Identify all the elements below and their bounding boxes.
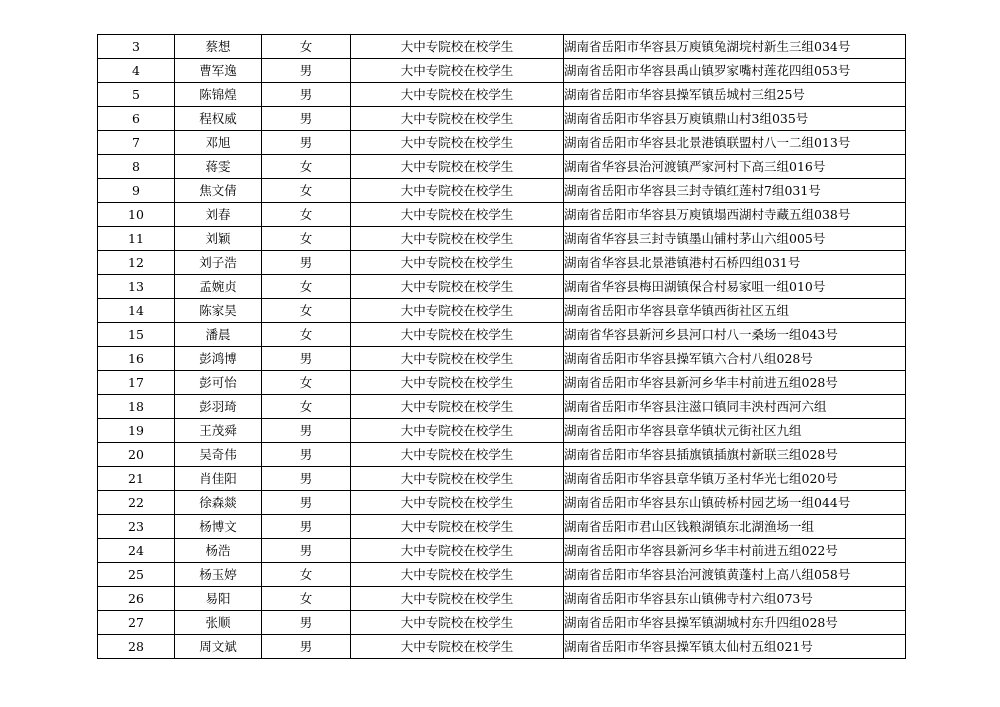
gender-cell: 女 xyxy=(262,587,351,611)
name-cell: 曹军逸 xyxy=(175,59,262,83)
table-row xyxy=(98,371,906,395)
address-cell: 湖南省岳阳市华容县操军镇六合村八组028号 xyxy=(564,347,906,371)
row-number-cell: 7 xyxy=(98,131,175,155)
address-cell: 湖南省华容县北景港镇港村石桥四组031号 xyxy=(564,251,906,275)
gender-cell: 男 xyxy=(262,539,351,563)
row-number-cell: 17 xyxy=(98,371,175,395)
address-cell: 湖南省岳阳市君山区钱粮湖镇东北湖渔场一组 xyxy=(564,515,906,539)
address-cell: 湖南省岳阳市华容县万庾镇兔湖垸村新生三组034号 xyxy=(564,35,906,59)
table-row xyxy=(98,179,906,203)
address-cell: 湖南省岳阳市华容县治河渡镇黄蓬村上高八组058号 xyxy=(564,563,906,587)
name-cell: 陈锦煌 xyxy=(175,83,262,107)
name-cell: 王茂舜 xyxy=(175,419,262,443)
gender-cell: 男 xyxy=(262,83,351,107)
table-row xyxy=(98,443,906,467)
gender-cell: 女 xyxy=(262,371,351,395)
category-cell: 大中专院校在校学生 xyxy=(351,467,564,491)
address-cell: 湖南省华容县三封寺镇墨山铺村茅山六组005号 xyxy=(564,227,906,251)
table-row xyxy=(98,587,906,611)
student-roster-table xyxy=(97,34,906,659)
name-cell: 徐森燚 xyxy=(175,491,262,515)
row-number-cell: 18 xyxy=(98,395,175,419)
name-cell: 彭可怡 xyxy=(175,371,262,395)
gender-cell: 女 xyxy=(262,563,351,587)
table-row xyxy=(98,347,906,371)
gender-cell: 女 xyxy=(262,203,351,227)
address-cell: 湖南省岳阳市华容县章华镇万圣村华光七组020号 xyxy=(564,467,906,491)
row-number-cell: 16 xyxy=(98,347,175,371)
category-cell: 大中专院校在校学生 xyxy=(351,587,564,611)
row-number-cell: 25 xyxy=(98,563,175,587)
gender-cell: 男 xyxy=(262,59,351,83)
gender-cell: 女 xyxy=(262,35,351,59)
table-row xyxy=(98,83,906,107)
category-cell: 大中专院校在校学生 xyxy=(351,275,564,299)
address-cell: 湖南省岳阳市华容县东山镇砖桥村园艺场一组044号 xyxy=(564,491,906,515)
category-cell: 大中专院校在校学生 xyxy=(351,515,564,539)
table-row xyxy=(98,467,906,491)
row-number-cell: 10 xyxy=(98,203,175,227)
gender-cell: 男 xyxy=(262,611,351,635)
name-cell: 易阳 xyxy=(175,587,262,611)
gender-cell: 男 xyxy=(262,635,351,659)
category-cell: 大中专院校在校学生 xyxy=(351,323,564,347)
gender-cell: 女 xyxy=(262,299,351,323)
row-number-cell: 6 xyxy=(98,107,175,131)
table-row xyxy=(98,491,906,515)
address-cell: 湖南省岳阳市华容县万庾镇塌西湖村寺藏五组038号 xyxy=(564,203,906,227)
row-number-cell: 9 xyxy=(98,179,175,203)
table-row xyxy=(98,227,906,251)
row-number-cell: 13 xyxy=(98,275,175,299)
address-cell: 湖南省岳阳市华容县新河乡华丰村前进五组022号 xyxy=(564,539,906,563)
table-row xyxy=(98,299,906,323)
category-cell: 大中专院校在校学生 xyxy=(351,35,564,59)
row-number-cell: 14 xyxy=(98,299,175,323)
name-cell: 焦文倩 xyxy=(175,179,262,203)
address-cell: 湖南省岳阳市华容县万庾镇鼎山村3组035号 xyxy=(564,107,906,131)
name-cell: 蒋雯 xyxy=(175,155,262,179)
gender-cell: 男 xyxy=(262,107,351,131)
category-cell: 大中专院校在校学生 xyxy=(351,611,564,635)
name-cell: 刘子浩 xyxy=(175,251,262,275)
name-cell: 周文斌 xyxy=(175,635,262,659)
name-cell: 陈家昊 xyxy=(175,299,262,323)
name-cell: 张顺 xyxy=(175,611,262,635)
table-row xyxy=(98,515,906,539)
category-cell: 大中专院校在校学生 xyxy=(351,59,564,83)
category-cell: 大中专院校在校学生 xyxy=(351,299,564,323)
address-cell: 湖南省岳阳市华容县三封寺镇红莲村7组031号 xyxy=(564,179,906,203)
address-cell: 湖南省岳阳市华容县东山镇佛寺村六组073号 xyxy=(564,587,906,611)
category-cell: 大中专院校在校学生 xyxy=(351,179,564,203)
name-cell: 吴奇伟 xyxy=(175,443,262,467)
gender-cell: 男 xyxy=(262,515,351,539)
category-cell: 大中专院校在校学生 xyxy=(351,107,564,131)
name-cell: 蔡想 xyxy=(175,35,262,59)
gender-cell: 男 xyxy=(262,467,351,491)
gender-cell: 女 xyxy=(262,323,351,347)
table-row xyxy=(98,131,906,155)
address-cell: 湖南省华容县新河乡县河口村八一桑场一组043号 xyxy=(564,323,906,347)
row-number-cell: 27 xyxy=(98,611,175,635)
table-row xyxy=(98,35,906,59)
roster-table-body xyxy=(98,35,906,659)
name-cell: 邓旭 xyxy=(175,131,262,155)
row-number-cell: 3 xyxy=(98,35,175,59)
category-cell: 大中专院校在校学生 xyxy=(351,155,564,179)
category-cell: 大中专院校在校学生 xyxy=(351,443,564,467)
address-cell: 湖南省岳阳市华容县插旗镇插旗村新联三组028号 xyxy=(564,443,906,467)
category-cell: 大中专院校在校学生 xyxy=(351,371,564,395)
gender-cell: 女 xyxy=(262,395,351,419)
address-cell: 湖南省岳阳市华容县操军镇岳城村三组25号 xyxy=(564,83,906,107)
address-cell: 湖南省岳阳市华容县操军镇湖城村东升四组028号 xyxy=(564,611,906,635)
table-row xyxy=(98,275,906,299)
category-cell: 大中专院校在校学生 xyxy=(351,419,564,443)
name-cell: 程权威 xyxy=(175,107,262,131)
row-number-cell: 11 xyxy=(98,227,175,251)
category-cell: 大中专院校在校学生 xyxy=(351,251,564,275)
gender-cell: 男 xyxy=(262,251,351,275)
category-cell: 大中专院校在校学生 xyxy=(351,83,564,107)
address-cell: 湖南省岳阳市华容县章华镇状元街社区九组 xyxy=(564,419,906,443)
row-number-cell: 26 xyxy=(98,587,175,611)
address-cell: 湖南省华容县梅田湖镇保合村易家咀一组010号 xyxy=(564,275,906,299)
table-row xyxy=(98,419,906,443)
name-cell: 彭鸿博 xyxy=(175,347,262,371)
name-cell: 杨玉婷 xyxy=(175,563,262,587)
table-row xyxy=(98,107,906,131)
category-cell: 大中专院校在校学生 xyxy=(351,395,564,419)
row-number-cell: 24 xyxy=(98,539,175,563)
name-cell: 彭羽琦 xyxy=(175,395,262,419)
address-cell: 湖南省岳阳市华容县新河乡华丰村前进五组028号 xyxy=(564,371,906,395)
table-row xyxy=(98,155,906,179)
address-cell: 湖南省岳阳市华容县操军镇太仙村五组021号 xyxy=(564,635,906,659)
name-cell: 杨博文 xyxy=(175,515,262,539)
row-number-cell: 23 xyxy=(98,515,175,539)
table-row xyxy=(98,203,906,227)
row-number-cell: 8 xyxy=(98,155,175,179)
category-cell: 大中专院校在校学生 xyxy=(351,539,564,563)
row-number-cell: 19 xyxy=(98,419,175,443)
address-cell: 湖南省华容县治河渡镇严家河村下高三组016号 xyxy=(564,155,906,179)
table-row xyxy=(98,395,906,419)
address-cell: 湖南省岳阳市华容县注滋口镇同丰泱村西河六组 xyxy=(564,395,906,419)
table-row xyxy=(98,251,906,275)
category-cell: 大中专院校在校学生 xyxy=(351,131,564,155)
table-row xyxy=(98,59,906,83)
table-row xyxy=(98,635,906,659)
gender-cell: 女 xyxy=(262,155,351,179)
category-cell: 大中专院校在校学生 xyxy=(351,203,564,227)
category-cell: 大中专院校在校学生 xyxy=(351,227,564,251)
row-number-cell: 12 xyxy=(98,251,175,275)
gender-cell: 男 xyxy=(262,131,351,155)
gender-cell: 女 xyxy=(262,179,351,203)
category-cell: 大中专院校在校学生 xyxy=(351,347,564,371)
table-row xyxy=(98,563,906,587)
name-cell: 刘颖 xyxy=(175,227,262,251)
row-number-cell: 22 xyxy=(98,491,175,515)
name-cell: 杨浩 xyxy=(175,539,262,563)
row-number-cell: 28 xyxy=(98,635,175,659)
category-cell: 大中专院校在校学生 xyxy=(351,563,564,587)
table-row xyxy=(98,611,906,635)
row-number-cell: 21 xyxy=(98,467,175,491)
gender-cell: 女 xyxy=(262,227,351,251)
name-cell: 刘春 xyxy=(175,203,262,227)
gender-cell: 男 xyxy=(262,491,351,515)
gender-cell: 男 xyxy=(262,419,351,443)
address-cell: 湖南省岳阳市华容县章华镇西街社区五组 xyxy=(564,299,906,323)
gender-cell: 男 xyxy=(262,443,351,467)
address-cell: 湖南省岳阳市华容县禹山镇罗家嘴村莲花四组053号 xyxy=(564,59,906,83)
row-number-cell: 5 xyxy=(98,83,175,107)
category-cell: 大中专院校在校学生 xyxy=(351,491,564,515)
name-cell: 肖佳阳 xyxy=(175,467,262,491)
name-cell: 孟婉贞 xyxy=(175,275,262,299)
name-cell: 潘晨 xyxy=(175,323,262,347)
table-row xyxy=(98,539,906,563)
row-number-cell: 4 xyxy=(98,59,175,83)
gender-cell: 男 xyxy=(262,347,351,371)
category-cell: 大中专院校在校学生 xyxy=(351,635,564,659)
row-number-cell: 20 xyxy=(98,443,175,467)
address-cell: 湖南省岳阳市华容县北景港镇联盟村八一二组013号 xyxy=(564,131,906,155)
row-number-cell: 15 xyxy=(98,323,175,347)
table-row xyxy=(98,323,906,347)
gender-cell: 女 xyxy=(262,275,351,299)
